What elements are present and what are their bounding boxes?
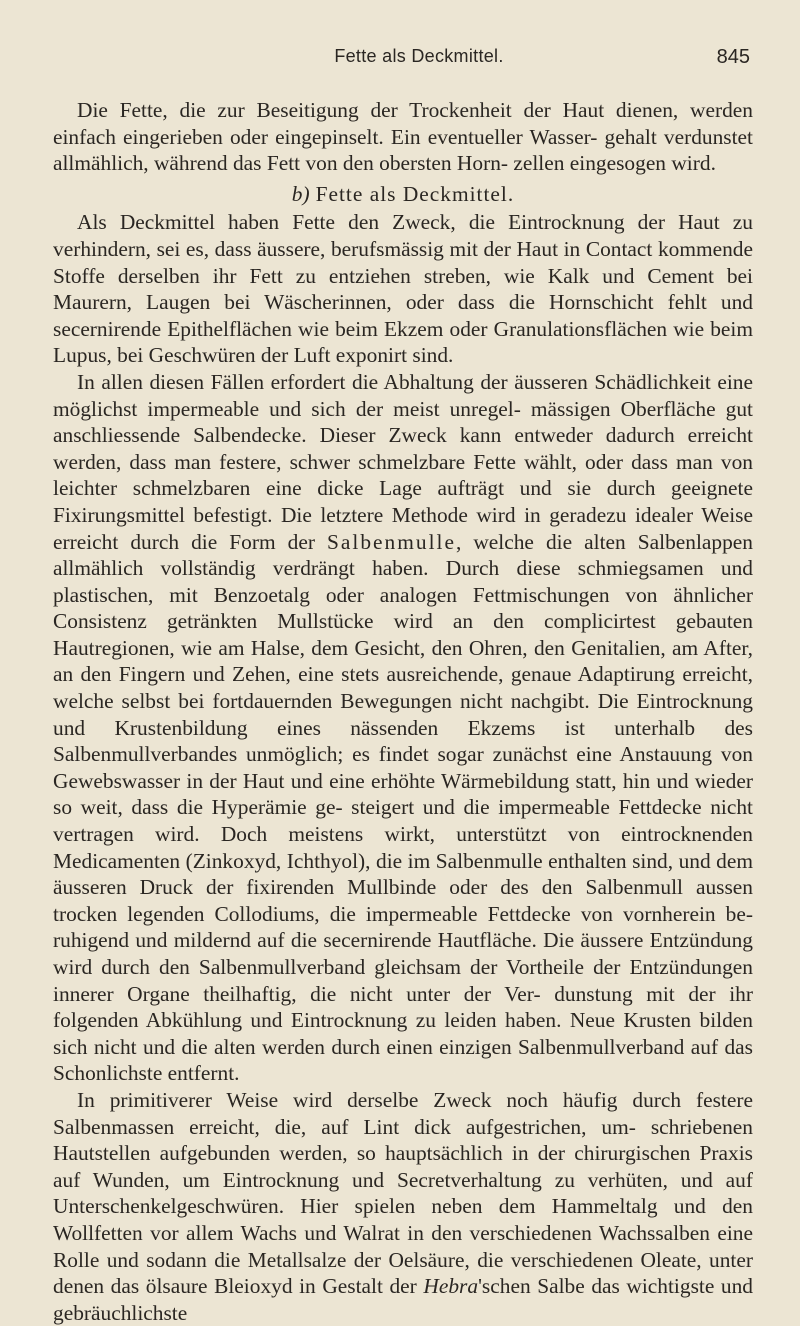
paragraph-4 (53, 1087, 753, 1326)
paragraph-4-part-a: In primitiverer Weise wird derselbe Zweck noch häufig durch festere Salbenmassen erreicht, die, auf Lint dick aufgestrichen, um- schriebenen Hautstellen aufgebunden werden, so hauptsächlich in der chirurgischen Praxis auf Wunden, um Eintrocknung und Secretverhaltung zu verhüten, und auf Unterschenkelgeschwüren. Hier spielen neben dem Hammeltalg und den Wollfetten vor allem Wachs und Walrat in den verschiedenen Wachssalben eine Rolle und sodann die Metallsalze der Oelsäure, die verschiedenen Oleate, unter denen das ölsaure Bleioxyd in Gestalt der (53, 1087, 753, 1299)
page-number: 845 (716, 46, 750, 68)
paragraph-4-part-b: 'schen Salbe das wichtigste und gebräuchlichste (53, 1274, 753, 1325)
paragraph-2: Als Deckmittel haben Fette den Zweck, die Eintrocknung der Haut zu verhindern, sei es, dass äussere, berufsmässig mit der Haut in Contact kommende Stoffe derselben ihr Fett zu entziehen streben, wie Kalk und Cement bei Maurern, Laugen bei Wäscherinnen, oder dass die Hornschicht fehlt und secernirende Epithelflächen wie beim Ekzem oder Granulationsflächen wie beim Lupus, bei Geschwüren der Luft exponirt sind. (53, 210, 753, 368)
paragraph-3-part-b: , welche die alten Salbenlappen allmählich vollständig verdrängt haben. Durch diese schmiegsamen und plastischen, mit Benzoetalg oder analogen Fettmischungen von ähnlicher Consistenz getränkten Mullstücke wird an den complicirtest gebauten Hautregionen, wie am Halse, dem Gesicht, den Ohren, den Genitalien, am After, an den Fingern und Zehen, eine stets ausreichende, genaue Adaptirung erreicht, welche selbst bei fortdauernden Bewegungen nicht nachgibt. Die Eintrocknung und Krustenbildung eines nässenden Ekzems ist unterhalb des Salbenmullverbandes unmöglich; es findet sogar zunächst eine Anstauung von Gewebswasser in der Haut und eine erhöhte Wärmebildung statt, hin und wieder so weit, dass die Hyperämie ge- steigert und die impermeable Fettdecke nicht vertragen wird. Doch meistens wirkt, unterstützt von eintrocknenden Medicamenten (Zinkoxyd, Ichthyol), die im Salbenmulle enthalten sind, und dem äusseren Druck der fixirenden Mullbinde oder des den Salbenmull aussen trocken legenden Collodiums, die impermeable Fettdecke von vornherein be- ruhigend und mildernd auf die secernirende Hautfläche. Die äussere Entzündung wird durch den Salbenmullverband gleichsam der Vortheile der Entzündungen innerer Organe theilhaftig, die nicht unter der Ver- dunstung mit der ihr folgenden Abkühlung und Eintrocknung zu leiden haben. Neue Krusten bilden sich nicht und die alten werden durch einen einzigen Salbenmullverband auf das Schonlichste entfernt. (53, 529, 753, 1086)
section-title: Fette als Deckmittel. (315, 181, 515, 206)
body-text (53, 97, 753, 1326)
paragraph-3 (53, 369, 753, 1087)
running-title: Fette als Deckmittel. (334, 46, 504, 66)
section-heading (53, 181, 753, 208)
section-number: b) (291, 181, 310, 206)
emphasis-hebra: Hebra (423, 1274, 479, 1299)
emphasis-salbenmulle: Salbenmulle (327, 529, 456, 554)
paragraph-3-part-a: In allen diesen Fällen erfordert die Abhaltung der äusseren Schädlichkeit eine möglichst impermeable und sich der meist unregel- mässigen Oberfläche gut anschliessende Salbendecke. Dieser Zweck kann entweder dadurch erreicht werden, dass man festere, schwer schmelzbare Fette wählt, oder dass man von leichter schmelzbaren eine dicke Lage aufträgt und sie durch geeignete Fixirungsmittel befestigt. Die letztere Methode wird in geradezu idealer Weise erreicht durch die Form der (53, 369, 753, 554)
running-head (88, 46, 750, 70)
paragraph-1: Die Fette, die zur Beseitigung der Trockenheit der Haut dienen, werden einfach eingerieben oder eingepinselt. Ein eventueller Wasser- gehalt verdunstet allmählich, während das Fett von den obersten Horn- zellen eingesogen wird. (53, 98, 753, 176)
